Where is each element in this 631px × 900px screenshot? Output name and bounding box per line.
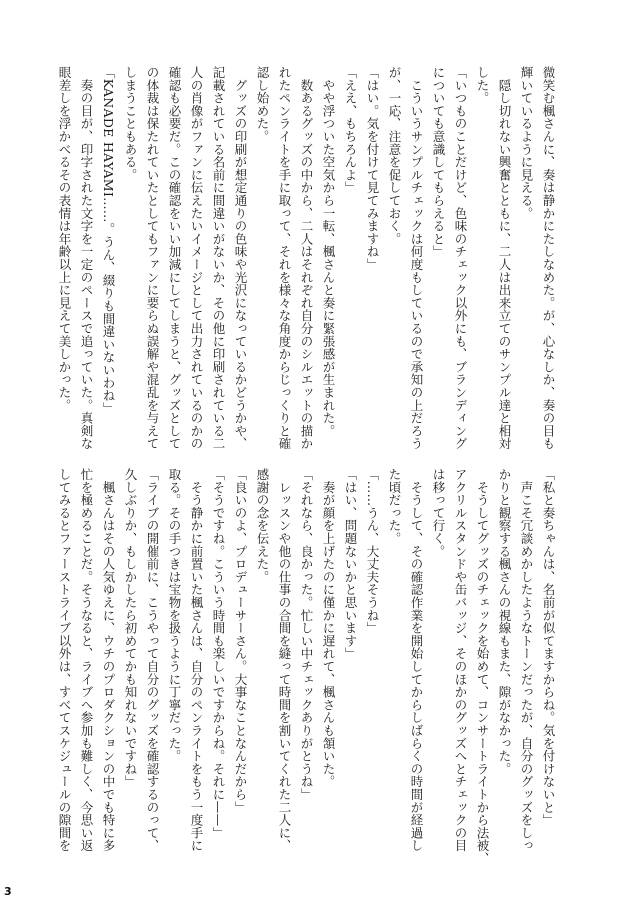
text-line: 「私と奏ちゃんは、名前が似てますからね。気を付けないと」	[541, 468, 556, 827]
text-line: 「はい。気を付けて見てみますね」	[365, 66, 380, 271]
text-line: そうしてグッズのチェックを始めて、コンサートライトから法被、	[475, 468, 490, 865]
text-line: 感謝の念を伝えた。	[255, 468, 270, 584]
text-line: は移って行く。	[431, 468, 446, 558]
text-line: してみるとファーストライブ以外は、すべてスケジュールの隙間を	[57, 468, 72, 852]
text-line: 確認も必要だ。この確認をいい加減にしてしまうと、グッズとして	[167, 66, 182, 450]
text-line: 人の肖像がファンに伝えたいイメージとして出力されているのかの	[189, 66, 204, 450]
text-line: の体裁は保たれていたとしてもファンに要らぬ誤解や混乱を与えて	[145, 66, 160, 450]
text-line: やや浮ついた空気から一転、楓さんと奏に緊張感が生まれた。	[321, 66, 336, 438]
page-number: 3	[4, 885, 12, 898]
text-line: 「良いのよ、プロデューサーさん。大事なことなんだから」	[233, 468, 248, 814]
text-line: 忙を極めることだ。そうなると、ライブへ参加も難しく、今思い返	[79, 468, 94, 852]
text-line: が、一応、注意を促しておく。	[387, 66, 402, 246]
text-line: 奏が顔を上げたのに僅かに遅れて、楓さんも頷いた。	[321, 468, 336, 788]
text-line: 数あるグッズの中から、二人はそれぞれ自分のシルエットの描か	[299, 66, 314, 450]
text-line: こういうサンプルチェックは何度もしているので承知の上だろう	[409, 66, 424, 450]
text-line: そうして、その確認作業を開始してからしばらくの時間が経過し	[409, 468, 424, 852]
text-line: 楓さんはその人気ゆえに、ウチのプロダクションの中でも特に多	[101, 468, 116, 852]
text-line: そう静かに前置いた楓さんは、自分のペンライトをもう一度手に	[189, 468, 204, 852]
text-line: 「いつものことだけど、色味のチェック以外にも、ブランディング	[453, 66, 468, 450]
text-line: 認し始めた。	[255, 66, 270, 143]
text-line: 微笑む楓さんに、奏は静かにたしなめた。が、心なしか、奏の目も	[541, 66, 556, 450]
text-line: 隠し切れない興奮とともに、二人は出来立てのサンプル達と相対	[497, 66, 512, 450]
text-line: 輝いているように見える。	[519, 66, 534, 220]
text-line: 記載されている名前に間違いがないか、その他に印刷されている二	[211, 66, 226, 450]
text-line: 声こそ冗談めかしたようなトーンだったが、自分のグッズをしっ	[519, 468, 534, 852]
text-line: レッスンや他の仕事の合間を縫って時間を割いてくれた二人に、	[277, 468, 292, 852]
text-line: 奏の目が、印字された文字を一定のペースで追っていた。真剣な	[79, 66, 94, 450]
text-line: 「はい、問題ないかと思います」	[343, 468, 358, 660]
upper-text-block	[57, 66, 559, 450]
text-line: 「……うん、大丈夫そうね」	[365, 468, 380, 635]
text-line: 「そうですね。こういう時間も楽しいですからね。それに——」	[211, 468, 226, 840]
lower-text-block	[57, 468, 559, 865]
text-line: グッズの印刷が想定通りの色味や光沢になっているかどうかや、	[233, 66, 248, 450]
text-line: かりと観察する楓さんの視線もまた、隙がなかった。	[497, 468, 512, 776]
text-line: れたペンライトを手に取って、それを様々な角度からじっくりと確	[277, 66, 292, 450]
text-line: 「それなら、良かった。忙しい中チェックありがとうね」	[299, 468, 314, 801]
text-line: についても意識してもらえると」	[431, 66, 446, 258]
text-line: 取る。その手つきは宝物を扱うように丁寧だった。	[167, 468, 182, 763]
text-line: アクリルスタンドや缶バッジ、そのほかのグッズへとチェックの目	[453, 468, 468, 852]
text-line: 「KANADE HAYAMI……。うん、綴りも間違いないわね」	[101, 66, 116, 415]
text-line: 「ええ、もちろんよ」	[343, 66, 358, 194]
text-line: しまうこともある。	[123, 66, 138, 182]
text-line: 久しぶりか、もしかしたら初めてかも知れないですね」	[123, 468, 138, 788]
text-line: た頃だった。	[387, 468, 402, 545]
text-line: した。	[475, 66, 490, 105]
text-line: 眼差しを浮かべるその表情は年齢以上に見えて美しかった。	[57, 66, 72, 412]
text-line: 「ライブの開催前に、こうやって自分のグッズを確認するのって、	[145, 468, 160, 852]
